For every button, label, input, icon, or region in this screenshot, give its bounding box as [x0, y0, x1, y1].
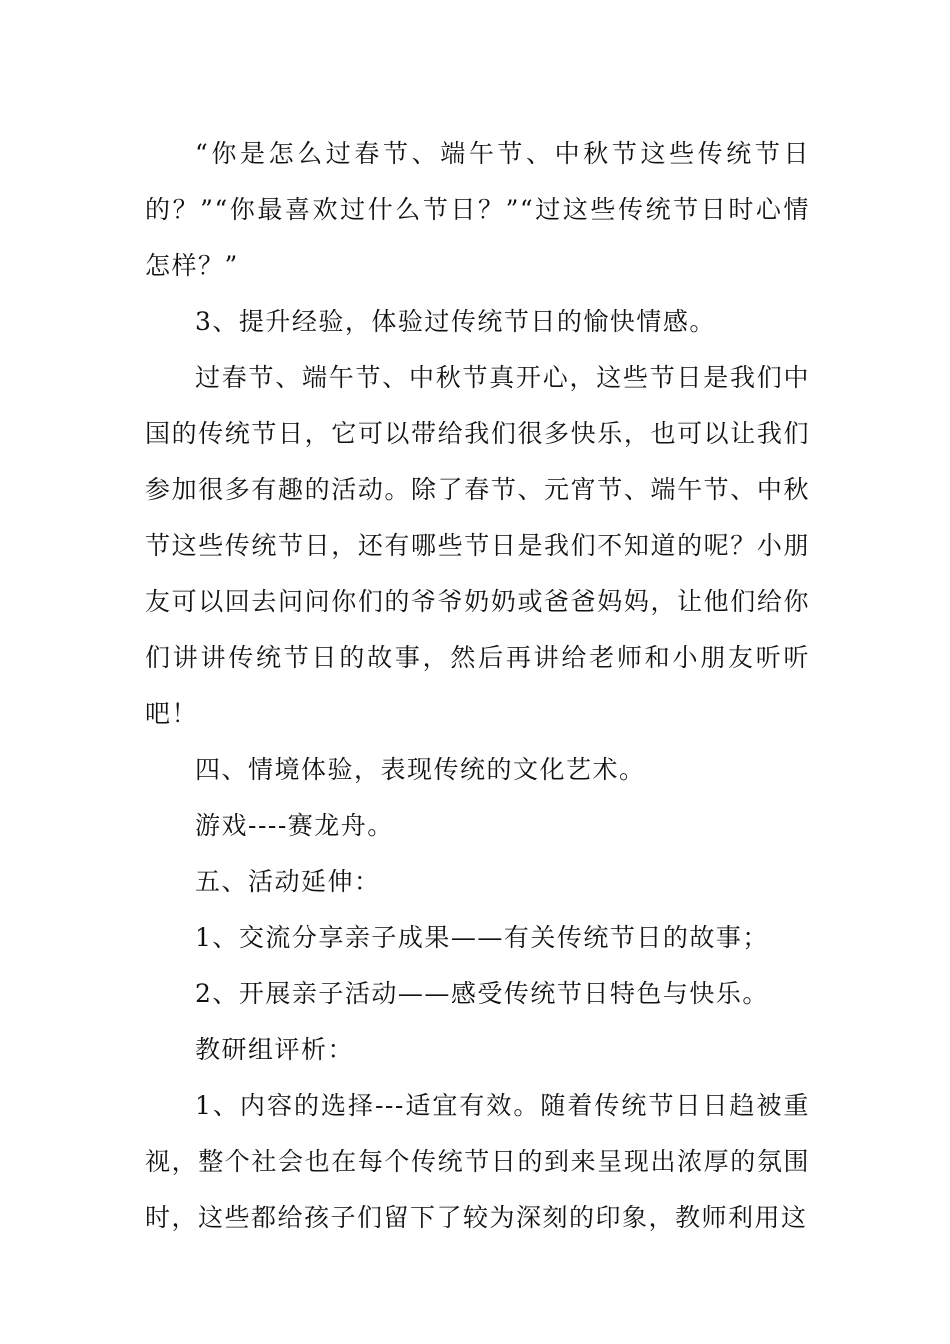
paragraph-step-3: 3、提升经验，体验过传统节日的愉快情感。: [195, 307, 716, 336]
paragraph-extension-2: 2、开展亲子活动——感受传统节日特色与快乐。: [195, 979, 769, 1008]
paragraph-game: 游戏----赛龙舟。: [195, 811, 394, 840]
paragraph-questions: “你是怎么过春节、端午节、中秋节这些传统节日的？”“你最喜欢过什么节日？”“过这些传统节日时心情怎样？”: [145, 139, 810, 280]
paragraph-section-5: 五、活动延伸：: [195, 867, 381, 896]
document-body: [145, 126, 810, 1246]
paragraph-section-4: 四、情境体验，表现传统的文化艺术。: [195, 755, 646, 784]
paragraph-review-heading: 教研组评析：: [195, 1035, 355, 1064]
paragraph-festival-joy: 过春节、端午节、中秋节真开心，这些节日是我们中国的传统节日，它可以带给我们很多快乐，也可以让我们参加很多有趣的活动。除了春节、元宵节、端午节、中秋节这些传统节日，还有哪些节日是我们不知道的呢？小朋友可以回去问问你们的爷爷奶奶或爸爸妈妈，让他们给你们讲讲传统节日的故事，然后再讲给老师和小朋友听听吧！: [145, 363, 810, 728]
paragraph-review-1: 1、内容的选择---适宜有效。随着传统节日日趋被重视，整个社会也在每个传统节日的到来呈现出浓厚的氛围时，这些都给孩子们留下了较为深刻的印象，教师利用这: [145, 1091, 810, 1232]
paragraph-extension-1: 1、交流分享亲子成果——有关传统节日的故事；: [195, 923, 769, 952]
